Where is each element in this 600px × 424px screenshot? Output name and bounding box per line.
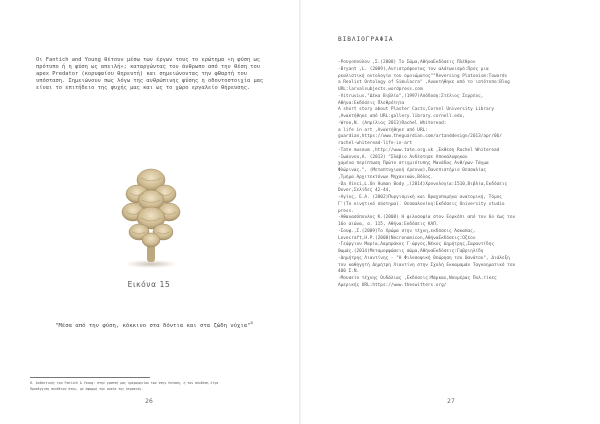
bibliography-entry: -Γεώργιου Μαρία,Λαμπράκος Γ-ώργος,Νέκος Δημήτρης,Σαραντίδης [338,242,494,248]
book-gutter [299,0,301,424]
bibliography-entry: -Μουσείο τέχνης Ουδάλιας ,Εκδόσεις:Μάρκαν,Νουμέρας Πολ.τίκες [338,276,497,281]
bibliography-entry: -Tate museum ,http://www.tate.org.uk ,Έκθεση Rachel Whiteread [338,147,500,153]
bibliography-entry: -Da Vinci,L.On Human Body ,(2014)Χρονολογία:1510,Βιβλία,Εκδόσεις [338,181,508,187]
bibliography-list [338,60,588,290]
bibliography-entry: ,Τμήμα Αρχιτεκτόνων Μηχανικών,Βόλος. [338,174,434,180]
bibliography-entry: 400 Σ.Ν. [338,269,360,275]
bibliography-entry: Αθήνα:Εκδόσεις Πλεθρότητα [338,100,405,106]
bibliography-entry: guardian,https://www.theguardian.com/artanddesign/2013/apr/06/ [338,134,502,140]
bibliography-entry: -Ιωάννου,Α. (2013) "Σλάβιο Ανδέστησε Αποκάλυψηκαν [338,154,468,160]
bibliography-entry: ρεαλιστική οντολογία του ομοιώματος""Reversing Platonism:Towards [338,73,508,79]
quote-text: "Μέσα από την φύση, κόκκινο στα δόντια και στα ζώδη νύχια" [55,322,251,329]
footnote-line-2: Προσέγγιση συνθέτου στην, με άφορμή την ουσία της κερασιάς. [30,386,144,391]
left-page [0,10,298,414]
skull-teeth-sculpture-image [106,160,196,270]
footnote-rule [30,377,150,378]
bibliography-entry: -Αθανασόπουλος Κ.(2008) Η φιλοσοφία στον Εορκόπι από τον 6ο έως τον [338,215,516,221]
figure-caption: Εικόνα 15 [127,280,171,289]
bibliography-entry: A short story about Plaster Casts,Cornel University Library [338,107,494,113]
page-number-right: 27 [447,398,455,405]
bibliography-entry: Lovecraft,H.P.(2008)Necronomicon,ΑθήναΕκδόσεις:Οζέον [338,235,476,241]
bibliography-entry: press. [338,208,354,214]
bibliography-entry: a life in art ,Ανακτήθηκε από URL: [338,127,428,133]
bibliography-entry: -Αγίος, Ε.Α. (2002)Πυργισμική και Βραχυπομήνα ανατομική, Τόμος [338,195,502,200]
quote-footnote-marker: 8 [250,320,253,325]
bibliography-entry: Θωμάς.(2014)Μεταμορφώσεις σώμα,ΑθήναΕκδόσεις:Γαβριηλίδη [338,249,484,254]
bibliography-entry: a Realist Ontology of Simulacra" ,Ανακτήθηκε από το ιστότοπο:Blog [338,80,510,86]
page-number-left: 26 [145,398,153,405]
bibliography-entry: -Bryant ,L. (2009),Αντιστρέφοντας τον αλάτωνισμό:Προς μια [338,66,489,72]
bibliography-entry: Γ'(Το κινητικό σύστημα). Θεσσαλονίκη:Εκδόσεις University studio [338,201,505,207]
bibliography-entry: -Σουφ.,Σ.(2009)Το Χρώμα στην τέχνη,εκδόσεις Άσκαπας, [338,228,476,234]
nature-quote [30,320,278,329]
bibliography-entry: Αμερικής URL:https://www.theswitters.org/ [338,282,447,288]
footnote [30,381,270,392]
bibliography-entry: -Wroe,N. (Απρίλιος 2013)Rachel Whiteread: [338,120,447,126]
bibliography-entry: rachel-whiteread-life-in-art [338,141,413,146]
bibliography-entry: -Ρουγοπούλου ,Σ.(2008) Το Σώμα,ΑθήναΕκδόσεις Πλέθρον [338,60,476,65]
bibliography-entry: URL:larvalsubjects.wordpress.com [338,87,423,92]
bibliography-title: ΒΙΒΛΙΟΓΡΑΦΙΑ [338,36,394,43]
bibliography-entry: -Δημήτρης Λιαντίνης - "Η Φιλοσοφική Θεώρηση του Θανάτου", Διάλεξη [338,255,510,261]
bibliography-entry: ,Ανακτήθηκε από URL:gallery.library.cornell.edu, [338,114,465,119]
right-page [302,10,600,414]
bibliography-entry: Dover,Σελίδες 42-44, [338,188,391,194]
bibliography-entry: -Vitruvius,"Δέκα Βιβλία",(1997)Απόδοση:Στέλιος Σερρέος, [338,93,484,99]
bibliography-entry: του καθηγητή Δημήτρη Λιαντίνη στην Σχολή Εκκαμαμάν Ταγκοηματικό του [338,262,516,268]
bibliography-entry: χαμένα περίπτωση Πρώτο στιγμιότυπης Μανάδας Ανθ/ρων Τάγμα [338,161,489,167]
sculpture-figure [106,160,196,270]
body-paragraph: Οι Fantich and Young θέτουν μέσω των έργων τους το ερώτημα «η φύση ως πρότυπο ή η φύση ως απειλή»; καταργώντας τον άνθρωπο από την θέση του apex Predator (κορυφαίου θηρευτή) και σημειώνοντας την φθαρτή του υπόσταση. Σημειώνουν πως λόγω της ανθρώπινης φύσης η οδοντοστοιχία μας είναι το επιτήδειο της ψυχής μας και ως το χώρο εργαλείο θήρευσης. [36,57,264,92]
bibliography-entry: Φλώρινας.", (Μεταπτυχιακή έρευνα),Πανεπιστήμιο Θεσσαλίας [338,168,487,173]
bibliography-entry: 16ο αιώνα, σ. 115, Αθήνα:Εκδόσεις ΚΑΠ. [338,222,439,227]
footnote-line-1: 8. Ανθεκτικής του Fantich & Young: στην γραπτή μας ημερομηνίου των στην έκταση, ή τον σύνθεση λίγα [30,381,219,385]
